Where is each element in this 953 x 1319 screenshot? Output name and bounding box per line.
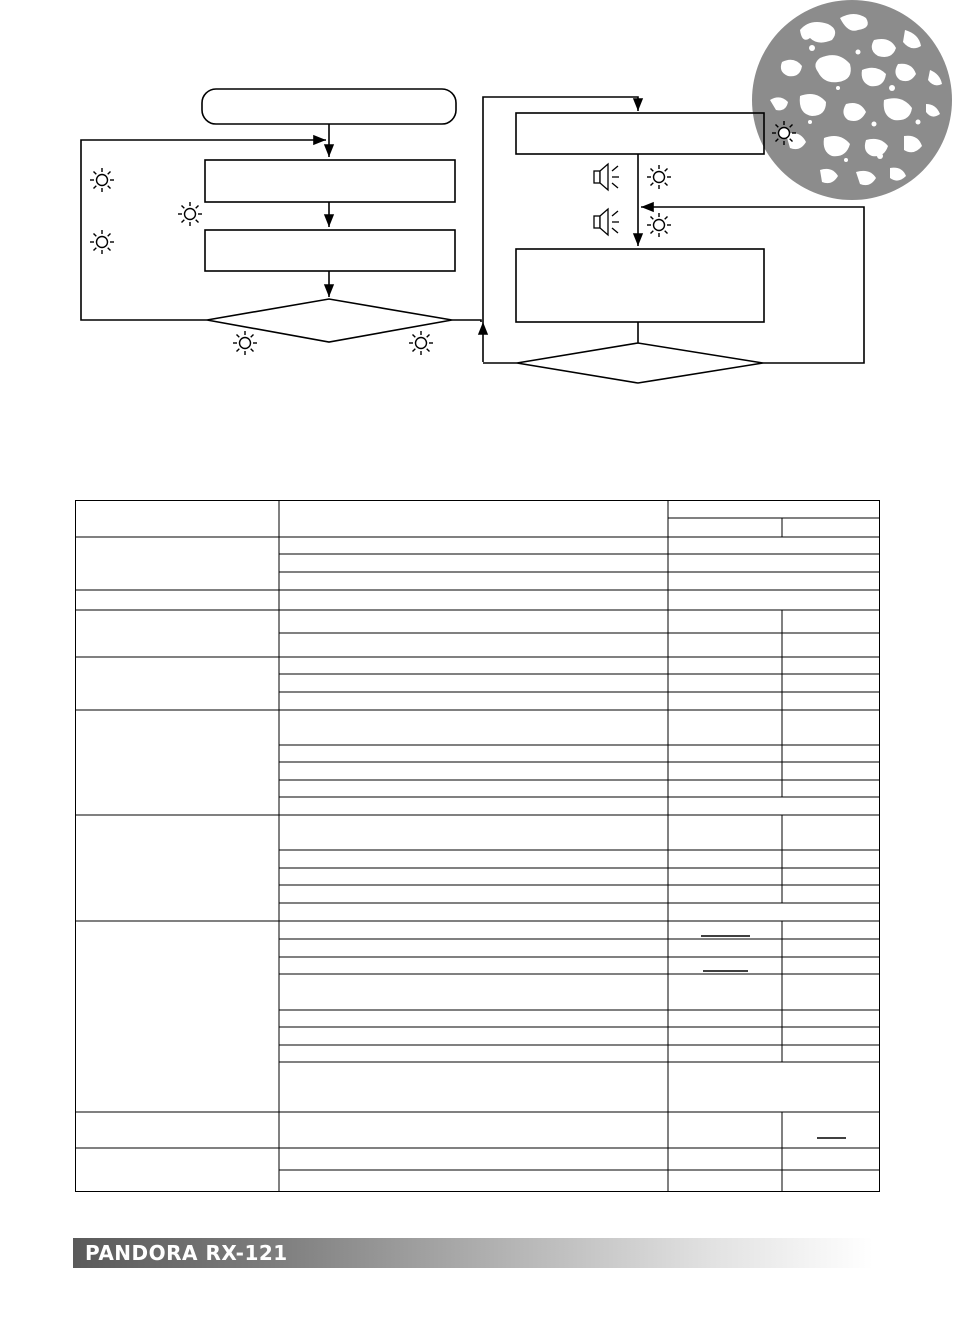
table-frame [76, 501, 880, 1192]
footer-title: PANDORA RX-121 [85, 1241, 288, 1265]
footer-bar [73, 1238, 873, 1268]
